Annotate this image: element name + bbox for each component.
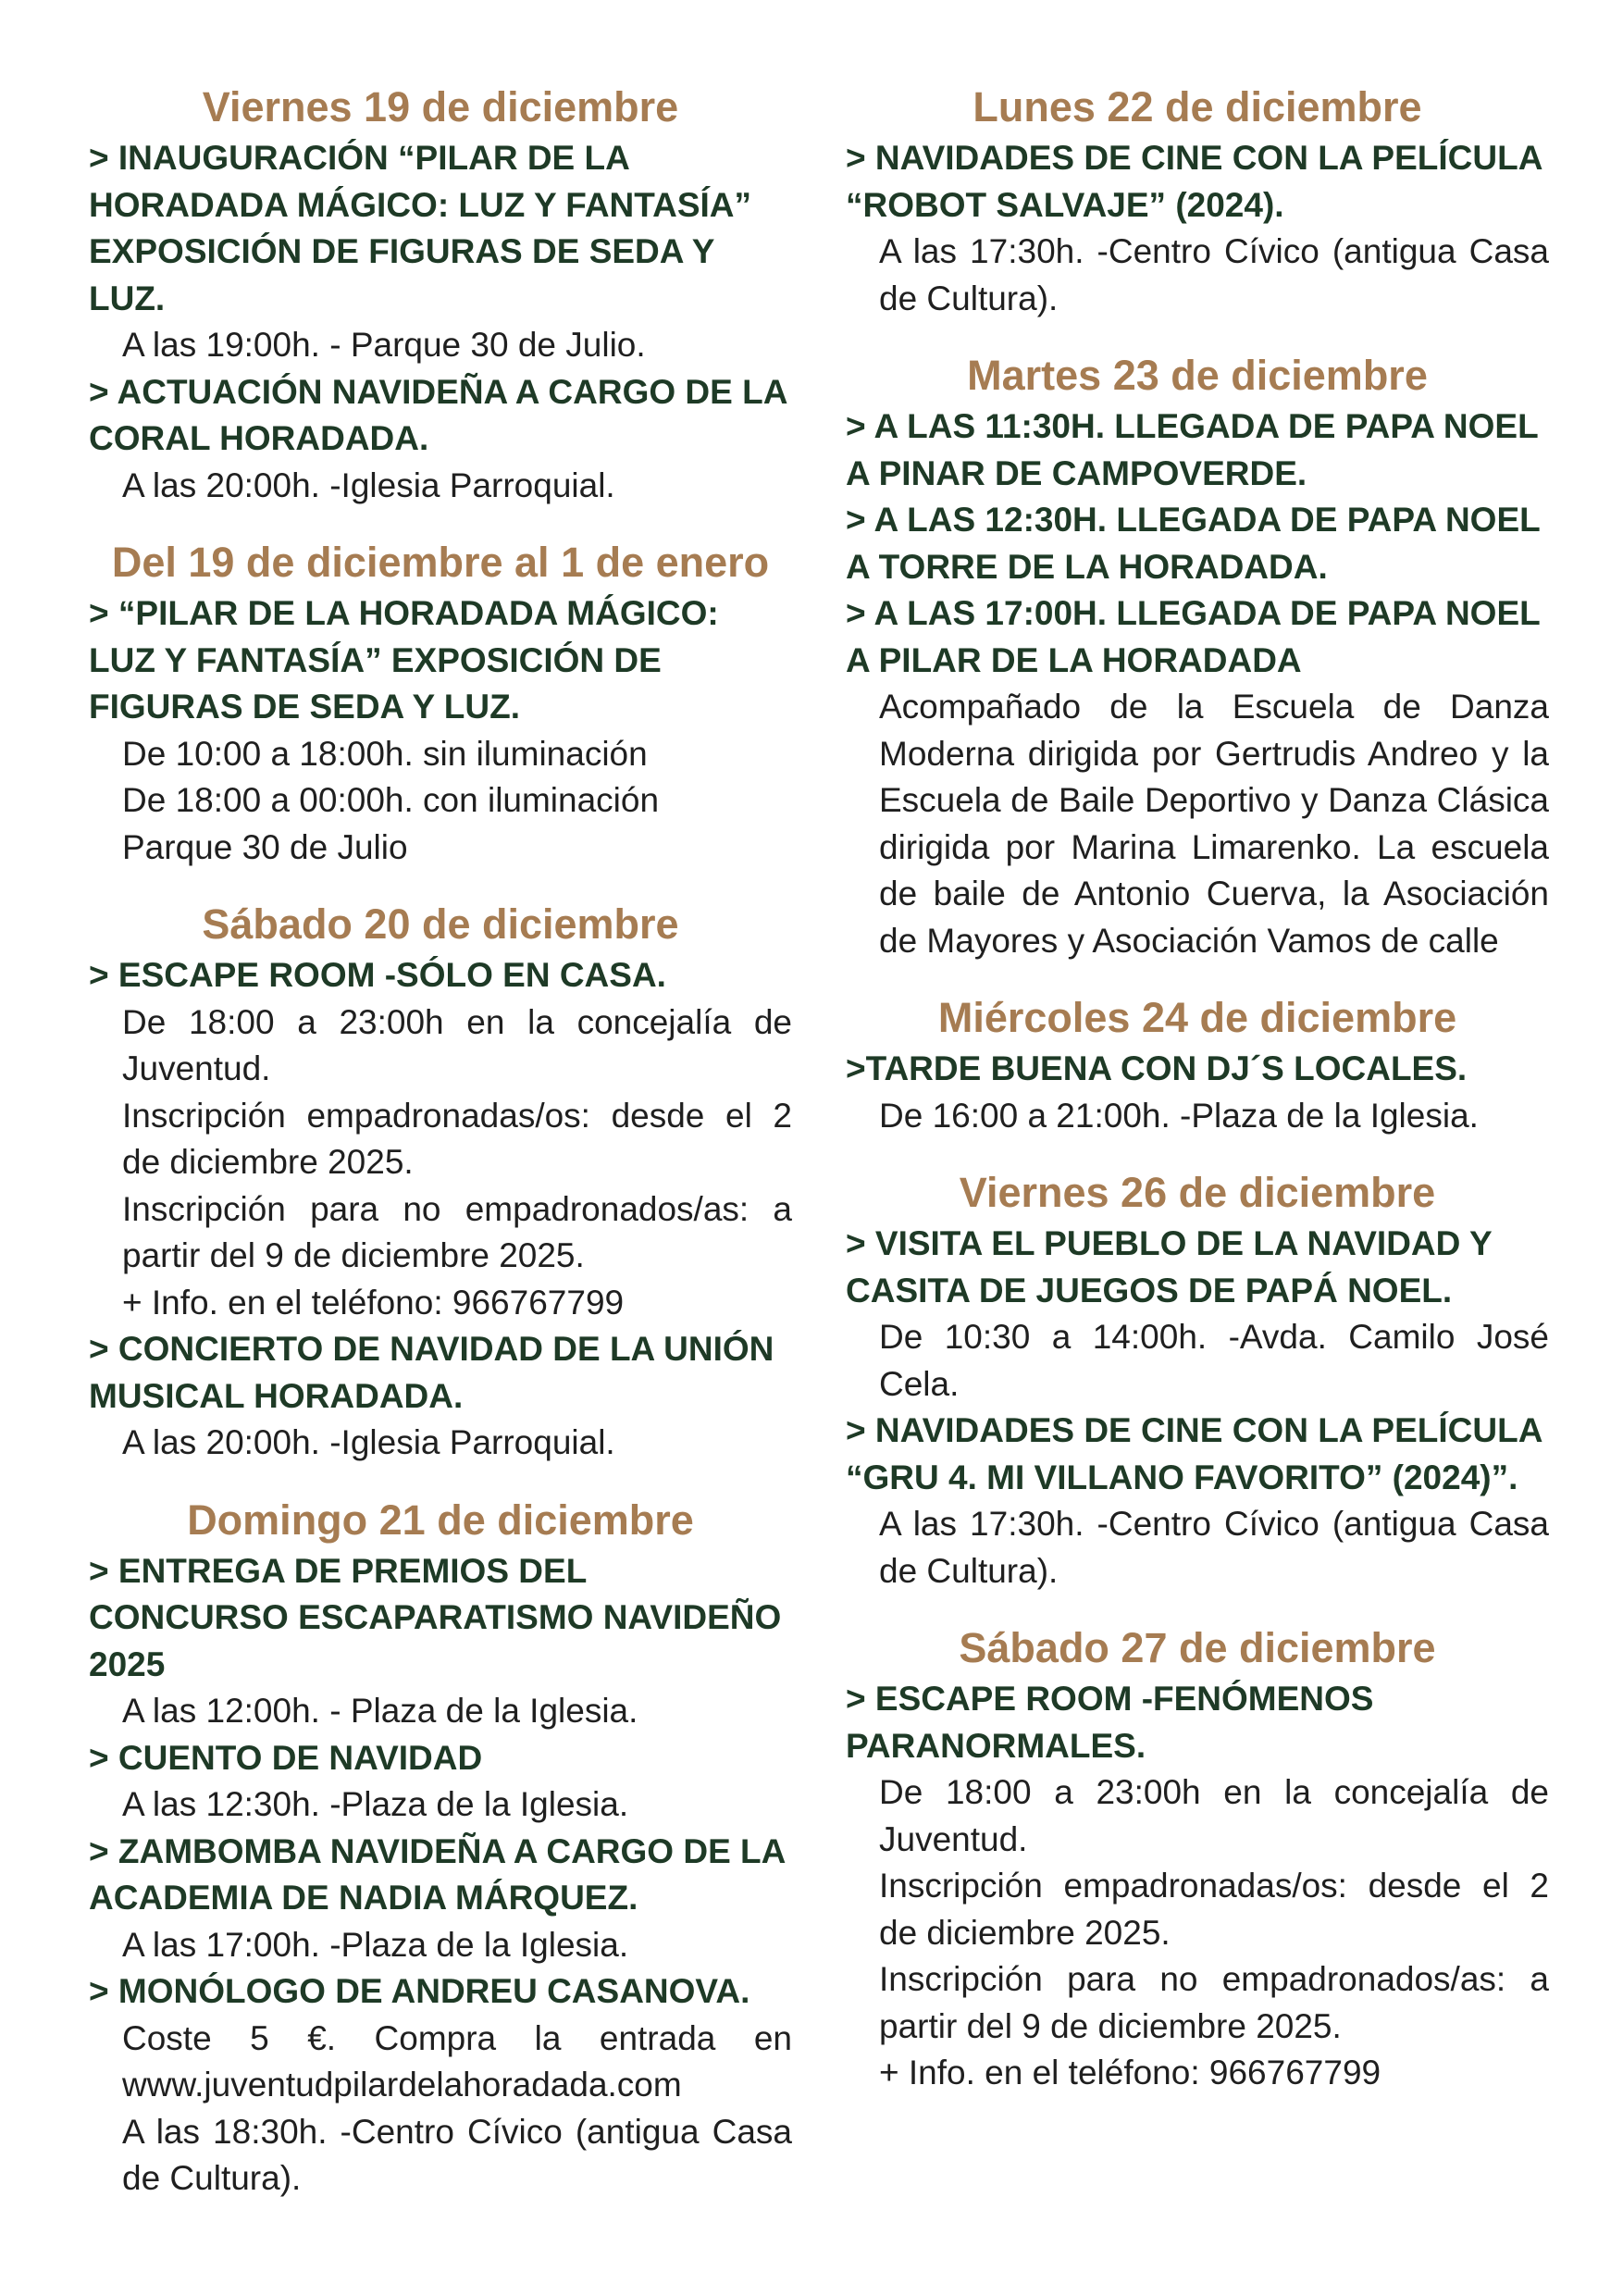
day-title: Viernes 19 de diciembre <box>202 83 679 130</box>
event-detail: A las 17:00h. -Plaza de la Iglesia. <box>122 1925 629 1964</box>
event-title: > ENTREGA DE PREMIOS DEL CONCURSO ESCAPARATISMO NAVIDEÑO 2025 <box>89 1551 782 1683</box>
event-detail: A las 18:30h. -Centro Cívico (antigua Casa de Cultura). <box>122 2112 792 2197</box>
day-section-sabado-20-de-diciembre <box>89 899 792 1467</box>
event-title: > A LAS 12:30H. LLEGADA DE PAPA NOEL A TORRE DE LA HORADADA. <box>846 501 1541 586</box>
day-section-martes-23-de-diciembre <box>846 350 1549 964</box>
day-title: Miércoles 24 de diciembre <box>937 994 1457 1041</box>
left-column <box>89 81 792 2230</box>
day-title: Sábado 27 de diciembre <box>959 1624 1436 1671</box>
event-title: >TARDE BUENA CON DJ´S LOCALES. <box>846 1049 1468 1087</box>
event-detail: A las 17:30h. -Centro Cívico (antigua Casa de Cultura). <box>879 1505 1549 1590</box>
event-detail: Coste 5 €. Compra la entrada en www.juventudpilardelahoradada.com <box>122 2018 792 2104</box>
event-title: > “PILAR DE LA HORADADA MÁGICO: LUZ Y FANTASÍA” EXPOSICIÓN DE FIGURAS DE SEDA Y LUZ. <box>89 594 719 726</box>
event-detail: De 10:00 a 18:00h. sin iluminación <box>122 734 648 773</box>
event-title: > ACTUACIÓN NAVIDEÑA A CARGO DE LA CORAL HORADADA. <box>89 372 787 457</box>
day-section-viernes-19-de-diciembre <box>89 81 792 509</box>
event-detail: De 10:30 a 14:00h. -Avda. Camilo José Cela. <box>879 1318 1549 1403</box>
event-detail: + Info. en el teléfono: 966767799 <box>122 1283 625 1322</box>
event-title: > NAVIDADES DE CINE CON LA PELÍCULA “ROBOT SALVAJE” (2024). <box>846 139 1542 224</box>
event-detail: A las 20:00h. -Iglesia Parroquial. <box>122 465 615 504</box>
day-section-sabado-27-de-diciembre <box>846 1622 1549 2097</box>
event-detail: De 18:00 a 23:00h en la concejalía de Juventud. <box>879 1773 1549 1858</box>
event-detail: + Info. en el teléfono: 966767799 <box>879 2054 1381 2091</box>
event-detail: De 16:00 a 21:00h. -Plaza de la Iglesia. <box>879 1096 1479 1135</box>
day-section-lunes-22-de-diciembre <box>846 81 1549 322</box>
event-detail: A las 12:00h. - Plaza de la Iglesia. <box>122 1692 638 1730</box>
day-section-viernes-26-de-diciembre <box>846 1167 1549 1595</box>
event-title: > ESCAPE ROOM -SÓLO EN CASA. <box>89 956 666 994</box>
event-detail: Inscripción empadronadas/os: desde el 2 de diciembre 2025. <box>122 1096 792 1181</box>
day-title: Viernes 26 de diciembre <box>959 1169 1436 1216</box>
event-title: > CUENTO DE NAVIDAD <box>89 1738 483 1777</box>
event-title: > ESCAPE ROOM -FENÓMENOS PARANORMALES. <box>846 1680 1374 1765</box>
event-detail: A las 17:30h. -Centro Cívico (antigua Casa de Cultura). <box>879 232 1549 317</box>
event-detail: A las 19:00h. - Parque 30 de Julio. <box>122 326 646 364</box>
event-title: > NAVIDADES DE CINE CON LA PELÍCULA “GRU 4. MI VILLANO FAVORITO” (2024)”. <box>846 1411 1542 1496</box>
event-title: > A LAS 11:30H. LLEGADA DE PAPA NOEL A PINAR DE CAMPOVERDE. <box>846 407 1539 492</box>
day-title: Lunes 22 de diciembre <box>973 83 1422 130</box>
event-detail: Parque 30 de Julio <box>122 827 408 866</box>
day-section-miercoles-24-de-diciembre <box>846 992 1549 1139</box>
event-title: > ZAMBOMBA NAVIDEÑA A CARGO DE LA ACADEMIA DE NADIA MÁRQUEZ. <box>89 1831 785 1917</box>
event-detail: De 18:00 a 23:00h en la concejalía de Juventud. <box>122 1002 792 1087</box>
event-detail: Inscripción para no empadronados/as: a partir del 9 de diciembre 2025. <box>879 1960 1549 2045</box>
event-detail: Inscripción para no empadronados/as: a partir del 9 de diciembre 2025. <box>122 1189 792 1274</box>
day-title: Martes 23 de diciembre <box>967 352 1428 399</box>
event-detail: A las 12:30h. -Plaza de la Iglesia. <box>122 1785 629 1823</box>
event-detail: Acompañado de la Escuela de Danza Moderna dirigida por Gertrudis Andreo y la Escuela de Baile Deportivo y Danza Clásica dirigida por Marina Limarenko. La escuela de baile de Antonio Cuerva, la Asociación de Mayores y Asociación Vamos de calle <box>879 688 1549 960</box>
event-title: > A LAS 17:00H. LLEGADA DE PAPA NOEL A PILAR DE LA HORADADA <box>846 594 1541 679</box>
day-section-del-19-de-diciembre-al-1-de-enero <box>89 537 792 871</box>
day-title: Del 19 de diciembre al 1 de enero <box>111 539 770 586</box>
event-title: > CONCIERTO DE NAVIDAD DE LA UNIÓN MUSICAL HORADADA. <box>89 1330 774 1415</box>
event-detail: Inscripción empadronadas/os: desde el 2 de diciembre 2025. <box>879 1867 1549 1952</box>
event-title: > VISITA EL PUEBLO DE LA NAVIDAD Y CASITA DE JUEGOS DE PAPÁ NOEL. <box>846 1224 1492 1309</box>
event-title: > MONÓLOGO DE ANDREU CASANOVA. <box>89 1972 750 2010</box>
event-detail: De 18:00 a 00:00h. con iluminación <box>122 781 660 819</box>
day-title: Domingo 21 de diciembre <box>187 1496 694 1544</box>
day-title: Sábado 20 de diciembre <box>202 900 679 948</box>
right-column <box>846 81 1549 2125</box>
day-section-domingo-21-de-diciembre <box>89 1495 792 2203</box>
event-title: > INAUGURACIÓN “PILAR DE LA HORADADA MÁGICO: LUZ Y FANTASÍA” EXPOSICIÓN DE FIGURAS DE SEDA Y LUZ. <box>89 139 752 317</box>
event-detail: A las 20:00h. -Iglesia Parroquial. <box>122 1423 615 1461</box>
